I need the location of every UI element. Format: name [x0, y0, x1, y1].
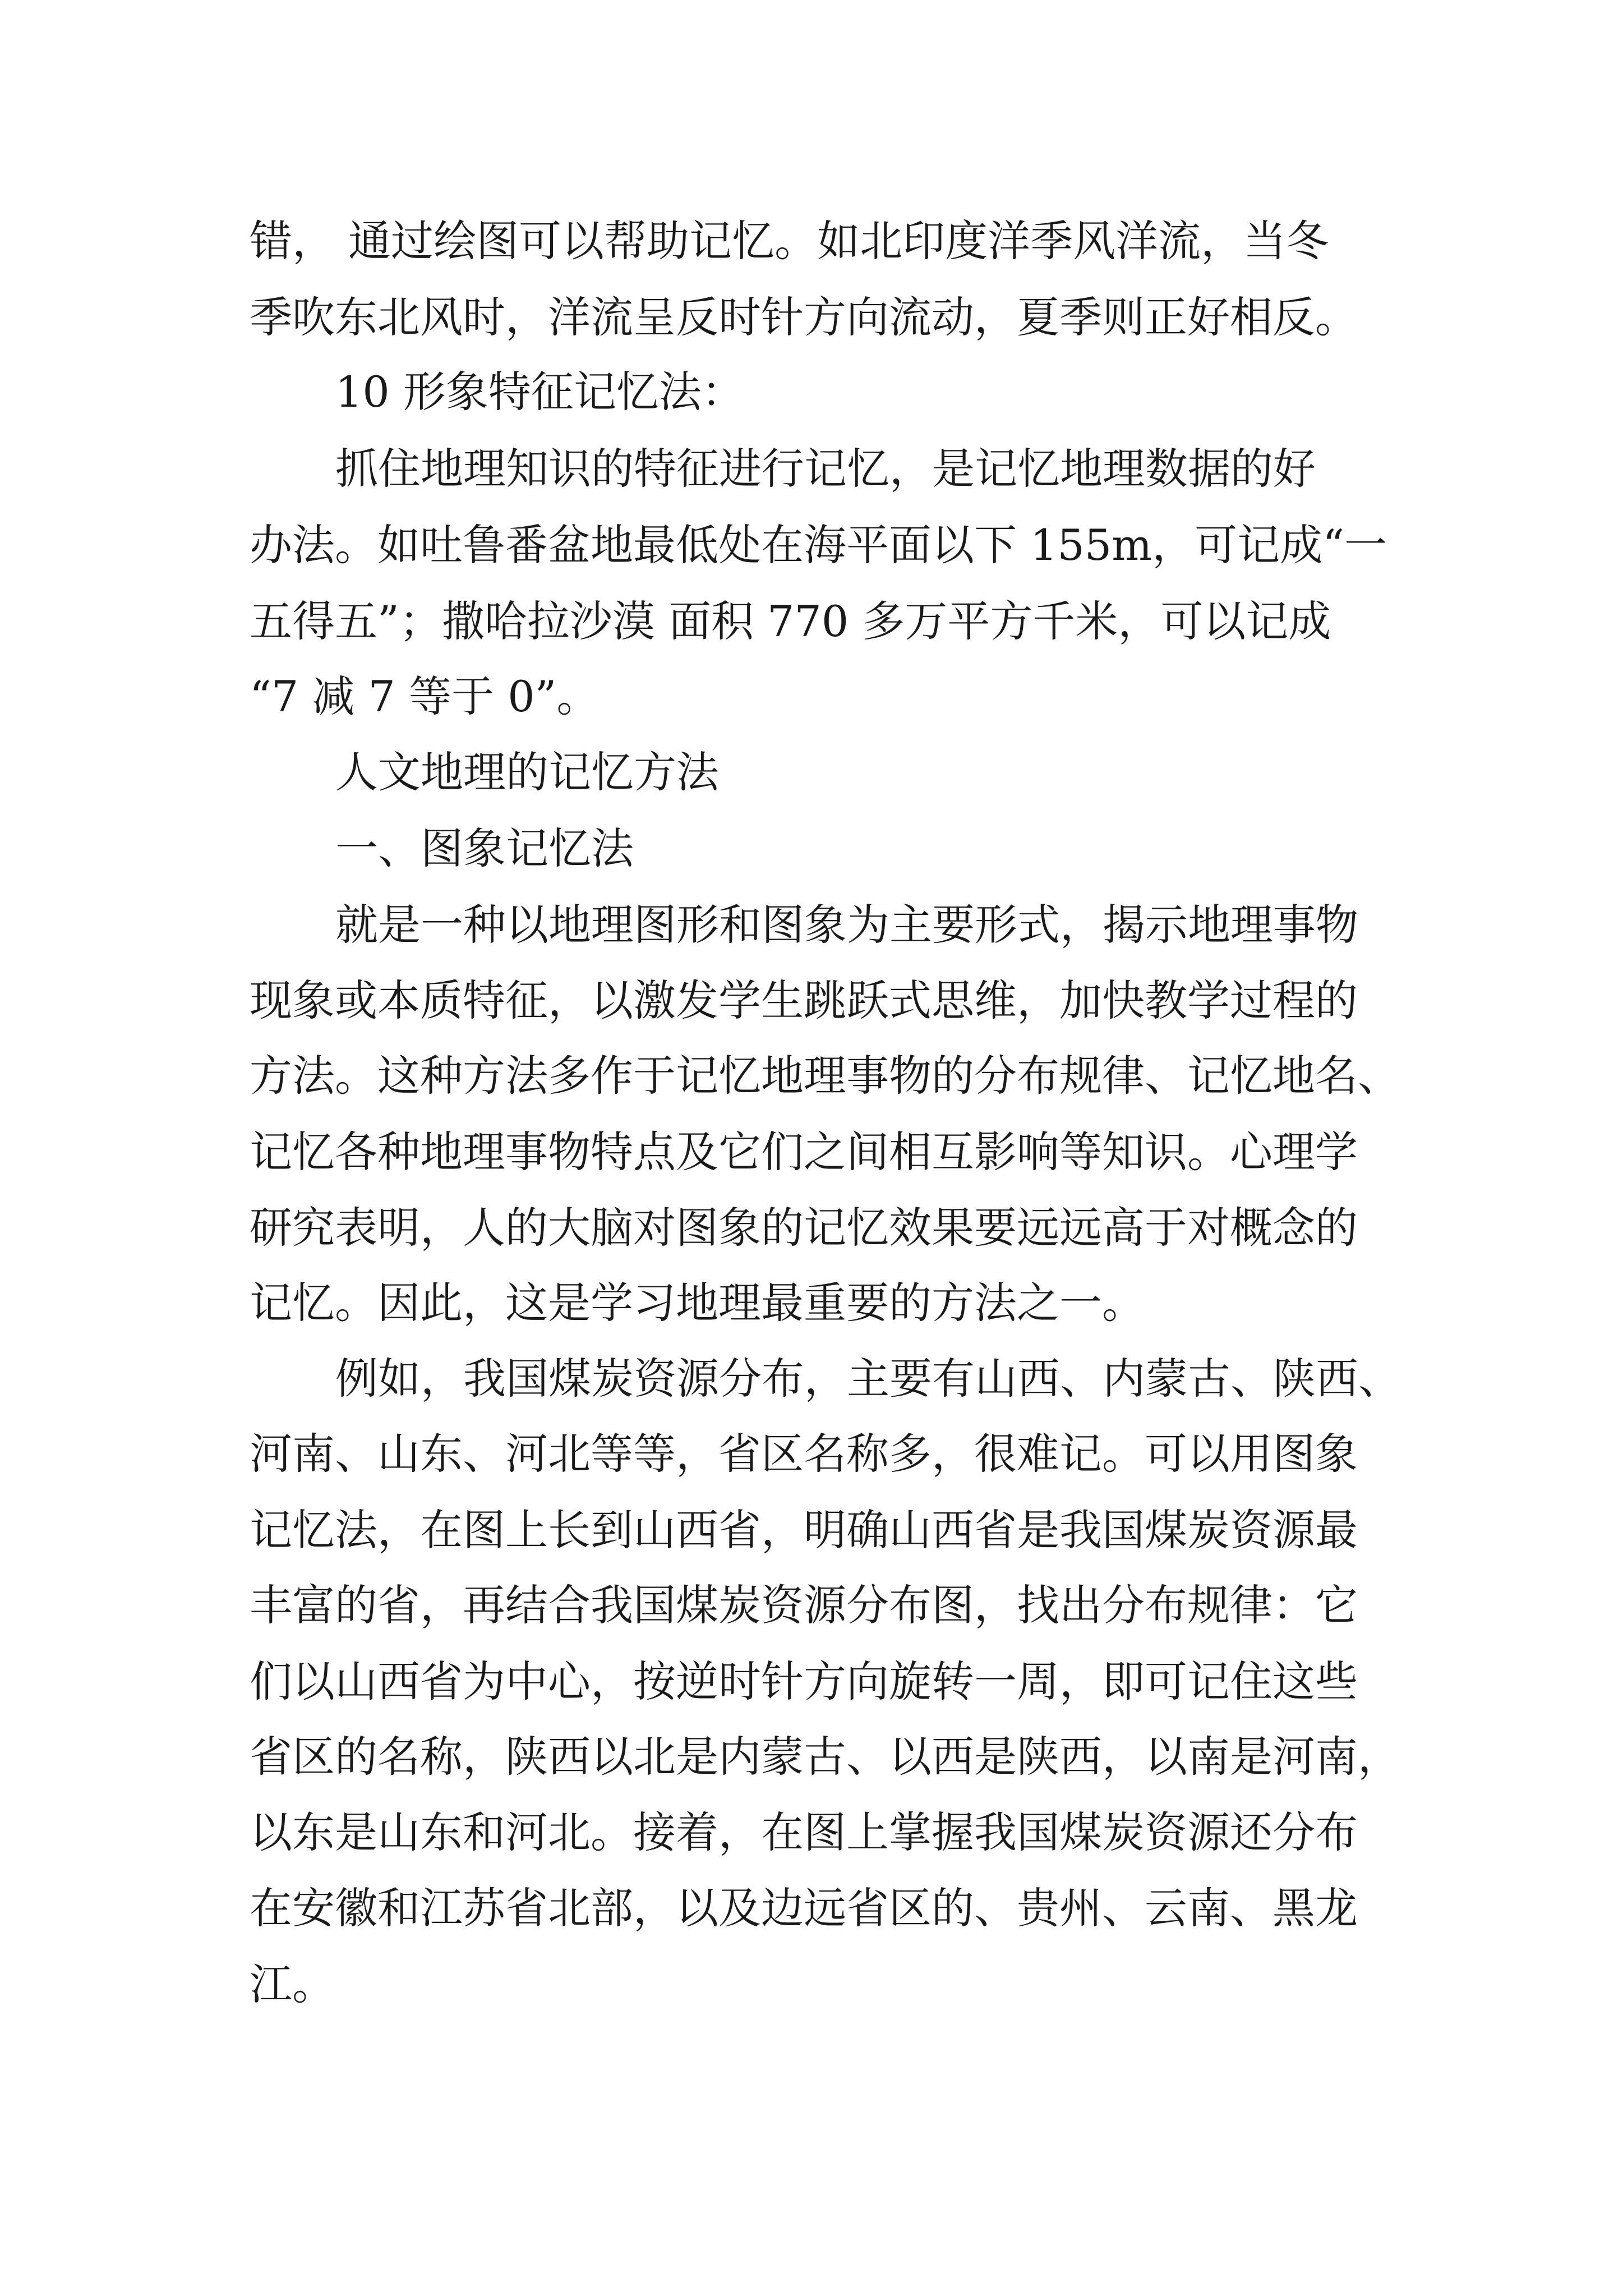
text-line: 们以山西省为中心，按逆时针方向旋转一周，即可记住这些: [250, 1657, 1358, 1706]
text-line: 河南、山东、河北等等，省区名称多，很难记。可以用图象: [250, 1429, 1358, 1479]
text-line: 例如，我国煤炭资源分布，主要有山西、内蒙古、陕西、: [335, 1354, 1401, 1404]
text-line: 错， 通过绘图可以帮助记忆。如北印度洋季风洋流，当冬: [250, 216, 1329, 266]
text-line: 江。: [250, 1959, 335, 2009]
section-heading: 10 形象特征记忆法：: [335, 367, 744, 417]
section-heading: 一、图象记忆法: [335, 823, 634, 873]
section-heading: 人文地理的记忆方法: [335, 747, 719, 797]
text-line: 现象或本质特征，以激发学生跳跃式思维，加快教学过程的: [250, 976, 1358, 1025]
text-line: 在安徽和江苏省北部，以及边远省区的、贵州、云南、黑龙: [250, 1883, 1358, 1933]
text-line: 记忆。因此，这是学习地理最重要的方法之一。: [250, 1278, 1145, 1328]
text-line: 季吹东北风时，洋流呈反时针方向流动，夏季则正好相反。: [250, 292, 1358, 342]
text-line: 以东是山东和河北。接着，在图上掌握我国煤炭资源还分布: [250, 1807, 1358, 1857]
text-line: 办法。如吐鲁番盆地最低处在海平面以下 155m，可记成“一: [250, 520, 1387, 570]
text-line: “7 减 7 等于 0”。: [250, 671, 600, 721]
text-line: 抓住地理知识的特征进行记忆，是记忆地理数据的好: [335, 444, 1316, 494]
text-line: 五得五”；撒哈拉沙漠 面积 770 多万平方千米，可以记成: [250, 596, 1331, 646]
text-line: 省区的名称，陕西以北是内蒙古、以西是陕西，以南是河南，: [250, 1732, 1400, 1782]
text-line: 就是一种以地理图形和图象为主要形式，揭示地理事物: [335, 900, 1358, 950]
text-line: 记忆法，在图上长到山西省，明确山西省是我国煤炭资源最: [250, 1505, 1358, 1555]
text-line: 方法。这种方法多作于记忆地理事物的分布规律、记忆地名、: [250, 1051, 1400, 1101]
text-line: 丰富的省，再结合我国煤炭资源分布图，找出分布规律：它: [250, 1580, 1358, 1630]
text-line: 记忆各种地理事物特点及它们之间相互影响等知识。心理学: [250, 1127, 1358, 1177]
text-line: 研究表明，人的大脑对图象的记忆效果要远远高于对概念的: [250, 1203, 1358, 1253]
